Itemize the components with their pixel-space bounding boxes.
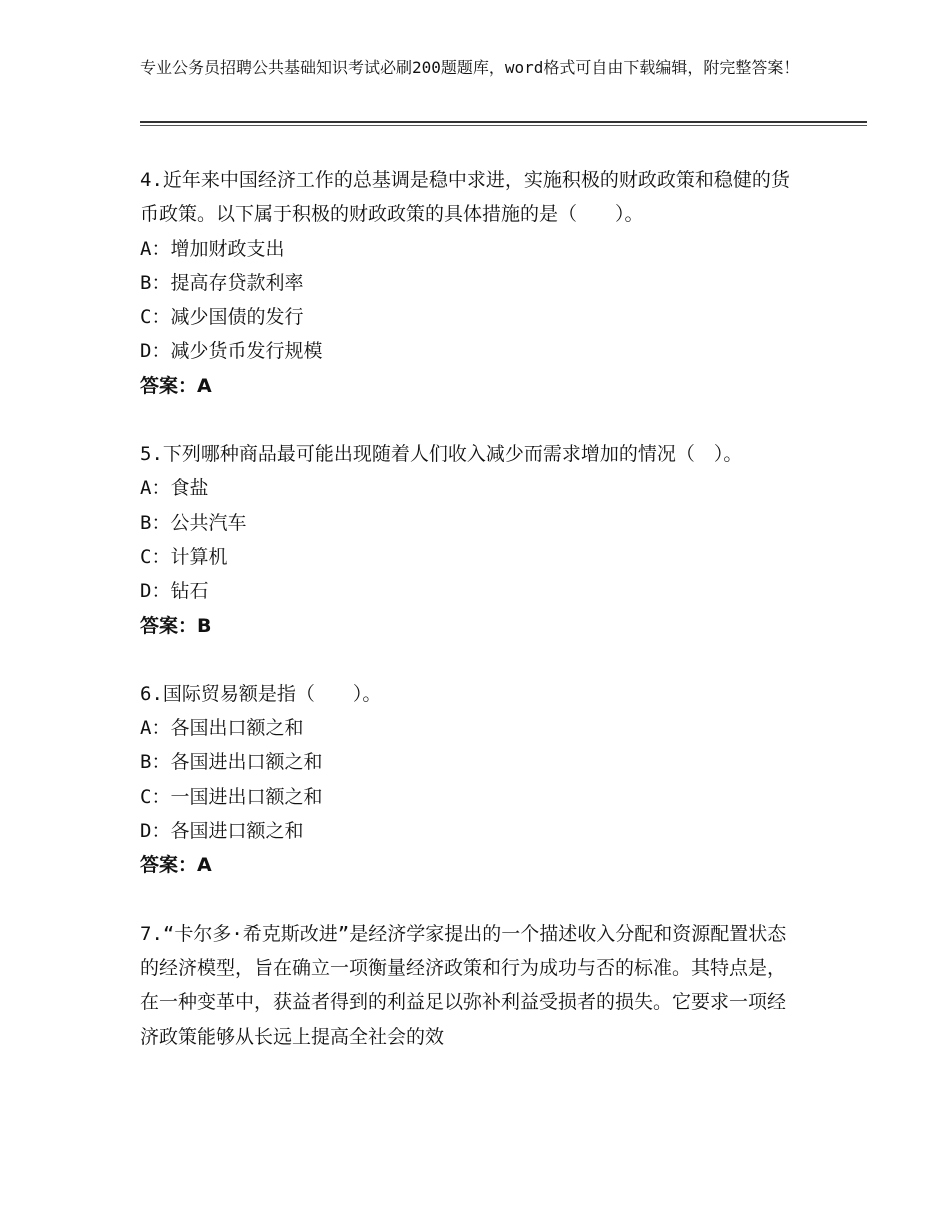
option-b: B：提高存贷款利率 (140, 271, 304, 294)
option-c: C：计算机 (140, 545, 228, 568)
header-text: 专业公务员招聘公共基础知识考试必刷200题题库，word格式可自由下载编辑，附完整答案！ (140, 58, 800, 77)
option-b: B：公共汽车 (140, 511, 247, 534)
option-a: A：食盐 (140, 477, 209, 500)
option-c: C：减少国债的发行 (140, 306, 304, 329)
option-d: D：减少货币发行规模 (140, 340, 323, 363)
option-d: D：钻石 (140, 580, 209, 603)
question-stem: 7.“卡尔多·希克斯改进”是经济学家提出的一个描述收入分配和资源配置状态的经济模型，旨在确立一项衡量经济政策和行为成功与否的标准。其特点是，在一种变革中，获益者得到的利益足以弥补利益受损者的损失。它要求一项经济政策能够从长远上提高全社会的效 (140, 922, 787, 1048)
header-divider-thick (140, 121, 867, 123)
question-spacer (140, 643, 800, 677)
option-a: A：各国出口额之和 (140, 717, 304, 740)
option-b: B：各国进出口额之和 (140, 751, 323, 774)
option-d: D：各国进口额之和 (140, 820, 304, 843)
answer-label: 答案：B (140, 614, 212, 637)
question-list (140, 163, 800, 1054)
question-5 (140, 437, 800, 643)
option-c: C：一国进出口额之和 (140, 785, 323, 808)
question-spacer (140, 883, 800, 917)
answer-label: 答案：A (140, 374, 212, 397)
answer-label: 答案：A (140, 854, 212, 877)
page-header (140, 56, 830, 79)
option-a: A：增加财政支出 (140, 237, 285, 260)
question-spacer (140, 403, 800, 437)
header-divider-thin (140, 125, 867, 126)
question-6 (140, 677, 800, 883)
question-stem: 6.国际贸易额是指（ ）。 (140, 682, 382, 705)
question-4 (140, 163, 800, 403)
question-stem: 5.下列哪种商品最可能出现随着人们收入减少而需求增加的情况（ ）。 (140, 443, 743, 466)
question-stem: 4.近年来中国经济工作的总基调是稳中求进，实施积极的财政政策和稳健的货币政策。以下属于积极的财政政策的具体措施的是（ ）。 (140, 169, 790, 226)
question-7 (140, 917, 800, 1054)
